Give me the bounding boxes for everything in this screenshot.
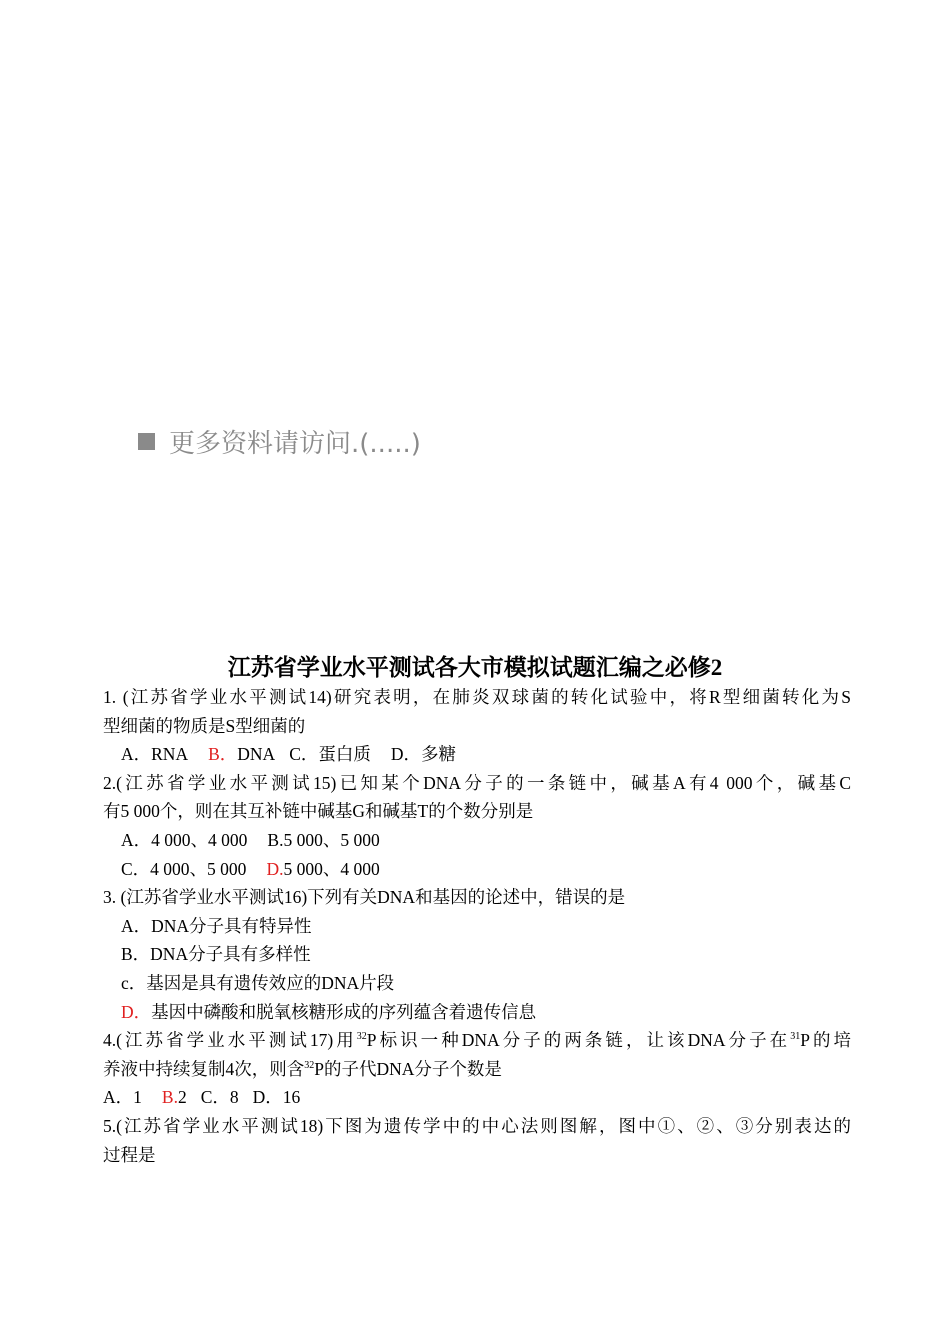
- q4-line-1: [103, 1026, 851, 1055]
- site-banner: [138, 423, 421, 460]
- q2-options-ab: [103, 826, 851, 855]
- q3-answer-label: D．: [121, 1001, 152, 1022]
- q5-line-1: 5.(江苏省学业水平测试18)下图为遗传学中的中心法则图解，图中①、②、③分别表达的: [103, 1115, 851, 1136]
- q3-option-b: B．DNA分子具有多样性: [121, 944, 311, 965]
- q4-text-1c: P的培: [800, 1030, 852, 1051]
- q4-text-2b: P的子代DNA分子个数是: [314, 1058, 502, 1079]
- q4-option-c: C．8: [200, 1087, 239, 1108]
- q2-answer-label: D.: [266, 858, 284, 879]
- q2-option-b: B.5 000、5 000: [267, 829, 380, 850]
- q3-option-c: c．基因是具有遗传效应的DNA片段: [121, 972, 395, 993]
- q2-line-2: 有5 000个，则在其互补链中碱基G和碱基T的个数分别是: [103, 801, 534, 822]
- q1-option-c: C．蛋白质: [289, 744, 371, 765]
- document-title: 江苏省学业水平测试各大市模拟试题汇编之必修2: [227, 655, 723, 680]
- q1-answer-label: B．: [208, 744, 238, 765]
- q5-line-2: 过程是: [103, 1144, 156, 1165]
- q2-option-a: A．4 000、4 000: [121, 829, 248, 850]
- q1-option-b: DNA: [237, 744, 276, 765]
- q4-text-1a: 4.(江苏省学业水平测试17)用: [103, 1030, 357, 1051]
- q3-option-a: A．DNA分子具有特异性: [121, 915, 312, 936]
- banner-text: 更多资料请访问.(.....): [169, 429, 421, 459]
- q4-answer-label: B.: [161, 1087, 178, 1108]
- q4-line-2: [103, 1055, 851, 1084]
- q4-text-2a: 养液中持续复制4次，则含: [103, 1058, 305, 1079]
- q1-line-1: 1. (江苏省学业水平测试14)研究表明，在肺炎双球菌的转化试验中，将R型细菌转化为S: [103, 687, 851, 707]
- q2-options-cd: [103, 855, 851, 884]
- q1-line-2: 型细菌的物质是S型细菌的: [103, 715, 306, 736]
- square-bullet-icon: [138, 433, 155, 450]
- q1-option-d: D．多糖: [390, 744, 457, 765]
- q4-sup-2: 31: [790, 1031, 801, 1043]
- q4-options: [103, 1083, 851, 1112]
- q4-option-b: 2: [177, 1087, 187, 1108]
- q2-option-c: C．4 000、5 000: [121, 858, 247, 879]
- q4-sup-1: 32: [356, 1031, 367, 1043]
- question-list: [103, 683, 851, 1169]
- q2-line-1: 2.(江苏省学业水平测试15)已知某个DNA分子的一条链中，碱基A有4 000个，碱基C: [103, 772, 851, 793]
- q4-sup-3: 32: [304, 1059, 315, 1071]
- q4-option-d: D．16: [252, 1087, 301, 1108]
- q4-option-a: A．1: [103, 1087, 142, 1108]
- q3-line-1: 3. (江苏省学业水平测试16)下列有关DNA和基因的论述中，错误的是: [103, 887, 626, 908]
- q1-options: [103, 740, 851, 769]
- q4-text-1b: P标识一种DNA分子的两条链，让该DNA分子在: [366, 1030, 791, 1051]
- q3-option-d-text: 基因中磷酸和脱氧核糖形成的序列蕴含着遗传信息: [151, 1001, 537, 1022]
- q1-option-a: A．RNA: [121, 744, 189, 765]
- q3-option-d: [103, 998, 851, 1027]
- q2-option-d: 5 000、4 000: [283, 858, 380, 879]
